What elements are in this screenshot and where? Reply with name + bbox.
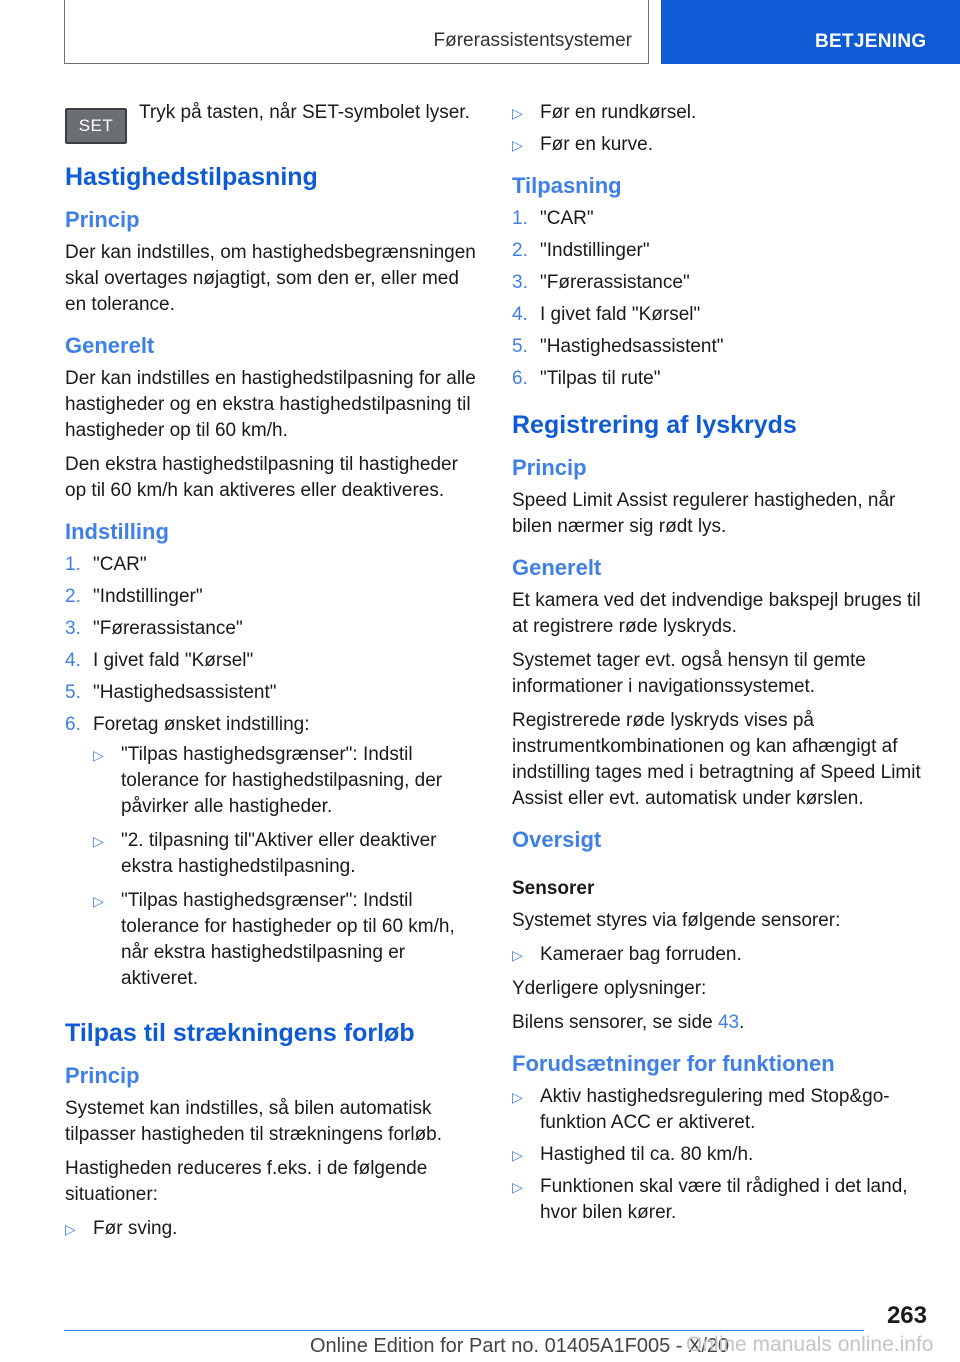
heading-hastighedstilpasning: Hastighedstilpasning xyxy=(65,163,318,191)
bullet-text: Før en kurve. xyxy=(540,134,653,155)
step-text: I givet fald "Kørsel" xyxy=(93,650,254,671)
step-text: "Hastighedsassistent" xyxy=(540,336,724,357)
list-item xyxy=(512,1174,932,1226)
paragraph: Systemet styres via følgende sensorer: xyxy=(512,910,841,931)
triangle-bullet-icon: ▷ xyxy=(512,1179,523,1195)
list-item xyxy=(512,366,932,392)
tilpasning-steps xyxy=(512,206,932,392)
step-text: I givet fald "Kørsel" xyxy=(540,304,701,325)
bullet-list xyxy=(512,1084,932,1226)
triangle-bullet-icon: ▷ xyxy=(93,893,104,909)
bullet-text: "2. tilpasning til"Aktiver eller deaktiver ekstra hastighedstilpasning. xyxy=(121,830,437,877)
list-item xyxy=(65,616,483,642)
bullet-text: "Tilpas hastighedsgrænser": Indstil tolerance for hastighedstilpasning, der påvirker alle hastigheder. xyxy=(121,744,443,817)
paragraph: Speed Limit Assist regulerer hastigheden, når bilen nærmer sig rødt lys. xyxy=(512,490,896,537)
header-section-box xyxy=(64,0,649,64)
set-instruction-text: Tryk på tasten, når SET-symbolet lyser. xyxy=(139,102,470,123)
step-number: 1. xyxy=(512,208,528,229)
heading-forudsaetninger: Forudsætninger for funktionen xyxy=(512,1051,835,1076)
list-item xyxy=(93,742,483,820)
paragraph: Der kan indstilles, om hastighedsbegrænsningen skal overtages nøjagtigt, som den er, eller med en tolerance. xyxy=(65,242,476,315)
bullet-list xyxy=(65,1216,483,1242)
step-number: 1. xyxy=(65,554,81,575)
list-item xyxy=(512,942,932,968)
step-text: "Hastighedsassistent" xyxy=(93,682,277,703)
triangle-bullet-icon: ▷ xyxy=(512,105,523,121)
heading-indstilling: Indstilling xyxy=(65,519,169,544)
paragraph: Hastigheden reduceres f.eks. i de følgende situationer: xyxy=(65,1158,428,1205)
header-chapter-title: BETJENING xyxy=(815,31,927,52)
heading-princip: Princip xyxy=(512,455,587,480)
list-item xyxy=(512,1142,932,1168)
link-suffix: . xyxy=(739,1012,745,1033)
page-reference-link[interactable]: 43 xyxy=(717,1012,740,1033)
triangle-bullet-icon: ▷ xyxy=(65,1221,76,1237)
heading-generelt: Generelt xyxy=(512,555,602,580)
list-item xyxy=(512,206,932,232)
page-number: 263 xyxy=(886,1302,927,1329)
list-item xyxy=(512,334,932,360)
step-number: 3. xyxy=(65,618,81,639)
paragraph: Systemet tager evt. også hensyn til gemte informationer i navigationssystemet. xyxy=(512,650,866,697)
set-instruction xyxy=(65,100,483,144)
heading-princip: Princip xyxy=(65,1063,140,1088)
paragraph: Et kamera ved det indvendige bakspejl bruges til at registrere røde lyskryds. xyxy=(512,590,921,637)
list-item xyxy=(93,888,483,992)
header-section-title: Førerassistentsystemer xyxy=(433,30,632,51)
step-text: Foretag ønsket indstilling: xyxy=(93,714,310,735)
triangle-bullet-icon: ▷ xyxy=(512,1147,523,1163)
bullet-text: Hastighed til ca. 80 km/h. xyxy=(540,1144,754,1165)
paragraph: Yderligere oplysninger: xyxy=(512,978,707,999)
list-item xyxy=(93,828,483,880)
step-number: 2. xyxy=(65,586,81,607)
list-item xyxy=(512,132,932,158)
step-number: 5. xyxy=(512,336,528,357)
list-item xyxy=(65,1216,483,1242)
list-item xyxy=(65,712,483,1000)
paragraph: Systemet kan indstilles, så bilen automatisk tilpasser hastigheden til strækningens forløb. xyxy=(65,1098,443,1145)
set-button-icon: SET xyxy=(65,108,127,144)
bullet-text: Før en rundkørsel. xyxy=(540,102,697,123)
bullet-text: "Tilpas hastighedsgrænser": Indstil tolerance for hastigheder op til 60 km/h, når ekstra hastighedstilpasning er aktiveret. xyxy=(121,890,455,989)
list-item xyxy=(65,680,483,706)
link-prefix: Bilens sensorer, se side xyxy=(512,1012,718,1033)
right-column xyxy=(512,100,932,1234)
paragraph: Den ekstra hastighedstilpasning til hastigheder op til 60 km/h kan aktiveres eller deaktiveres. xyxy=(65,454,458,501)
step-text: "Førerassistance" xyxy=(540,272,690,293)
step-number: 3. xyxy=(512,272,528,293)
step-text: "CAR" xyxy=(93,554,147,575)
list-item xyxy=(65,552,483,578)
triangle-bullet-icon: ▷ xyxy=(512,1089,523,1105)
step-number: 5. xyxy=(65,682,81,703)
footer-edition: Online Edition for Part no. 01405A1F005 - X/20 xyxy=(310,1335,730,1357)
triangle-bullet-icon: ▷ xyxy=(93,833,104,849)
step-text: "Indstillinger" xyxy=(93,586,203,607)
heading-generelt: Generelt xyxy=(65,333,155,358)
list-item xyxy=(512,1084,932,1136)
list-item xyxy=(512,100,932,126)
step-text: "CAR" xyxy=(540,208,594,229)
step-text: "Førerassistance" xyxy=(93,618,243,639)
step-number: 2. xyxy=(512,240,528,261)
step-text: "Indstillinger" xyxy=(540,240,650,261)
triangle-bullet-icon: ▷ xyxy=(93,747,104,763)
heading-sensorer: Sensorer xyxy=(512,878,595,899)
heading-princip: Princip xyxy=(65,207,140,232)
list-item xyxy=(512,302,932,328)
step-number: 4. xyxy=(512,304,528,325)
step-number: 4. xyxy=(65,650,81,671)
bullet-text: Aktiv hastighedsregulering med Stop&go-funktion ACC er aktiveret. xyxy=(540,1086,890,1133)
bullet-text: Før sving. xyxy=(93,1218,178,1239)
paragraph: Registrerede røde lyskryds vises på instrumentkombinationen og kan afhængigt af indstilling tages med i betragtning af Speed Limit Assist eller evt. automatisk under kørslen. xyxy=(512,710,921,809)
list-item xyxy=(512,270,932,296)
paragraph: Der kan indstilles en hastighedstilpasning for alle hastigheder og en ekstra hastighedstilpasning til hastigheder op til 60 km/h. xyxy=(65,368,476,441)
triangle-bullet-icon: ▷ xyxy=(512,947,523,963)
heading-oversigt: Oversigt xyxy=(512,827,602,852)
heading-tilpas-straekning: Tilpas til strækningens forløb xyxy=(65,1019,415,1047)
footer-divider xyxy=(64,1330,864,1331)
bullet-list xyxy=(512,100,932,158)
footer-watermark: Online manuals online.info xyxy=(686,1333,934,1356)
bullet-text: Kameraer bag forruden. xyxy=(540,944,742,965)
heading-registrering-lyskryds: Registrering af lyskryds xyxy=(512,411,797,439)
paragraph-with-link xyxy=(512,1010,932,1036)
list-item xyxy=(65,648,483,674)
triangle-bullet-icon: ▷ xyxy=(512,137,523,153)
header-chapter-box xyxy=(661,0,960,64)
left-column xyxy=(65,100,483,1250)
bullet-list xyxy=(512,942,932,968)
step-number: 6. xyxy=(65,714,81,735)
heading-tilpasning: Tilpasning xyxy=(512,173,622,198)
list-item xyxy=(512,238,932,264)
step-text: "Tilpas til rute" xyxy=(540,368,661,389)
bullet-text: Funktionen skal være til rådighed i det land, hvor bilen kører. xyxy=(540,1176,908,1223)
settings-steps xyxy=(65,552,483,1000)
list-item xyxy=(65,584,483,610)
sub-bullet-list xyxy=(93,742,483,992)
step-number: 6. xyxy=(512,368,528,389)
